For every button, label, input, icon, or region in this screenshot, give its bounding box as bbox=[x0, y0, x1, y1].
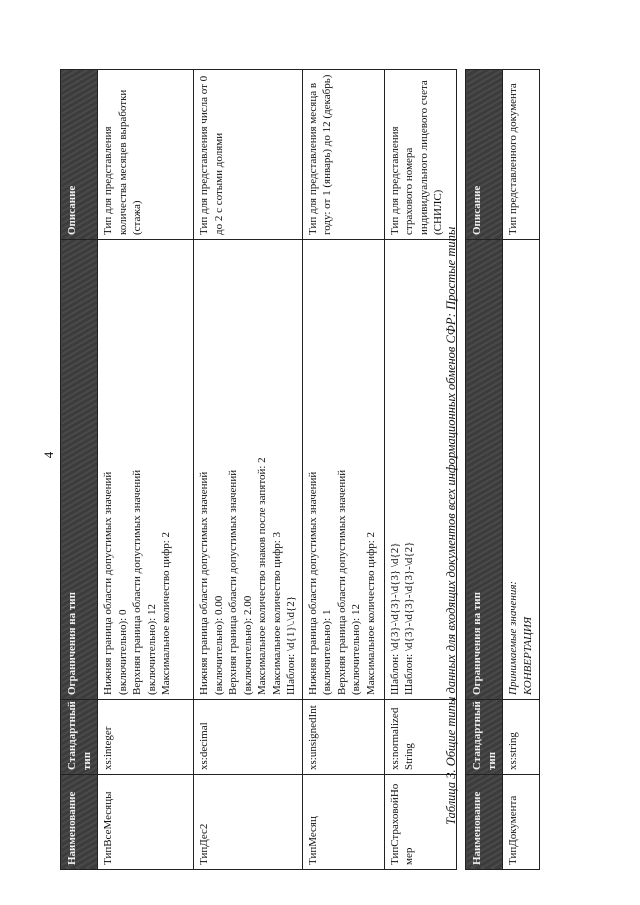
header-standard-type: Стандартный тип bbox=[61, 700, 98, 775]
page-number: 4 bbox=[41, 451, 56, 459]
restriction-line: Нижняя граница области допустимых значений bbox=[198, 471, 211, 695]
restriction-line: Нижняя граница области допустимых значений bbox=[102, 471, 115, 695]
cell-description: Тип для представления числа от 0 до 2 с сотыми долями bbox=[194, 70, 303, 240]
table3-caption: Таблица 3. Общие типы данных для входящих документов всех информационных обменов СФР: Простые типы bbox=[444, 226, 458, 825]
restriction-line: КОНВЕРТАЦИЯ bbox=[521, 616, 534, 695]
restriction-line: (включительно): 0.00 bbox=[212, 595, 225, 695]
cell-name: ТипДес2 bbox=[194, 775, 303, 870]
restriction-line: Верхняя граница области допустимых значений bbox=[227, 469, 240, 695]
cell-restrictions bbox=[302, 240, 384, 700]
restriction-line: Максимальное количество цифр: 2 bbox=[160, 532, 173, 695]
cell-name: ТипСтраховойНомер bbox=[384, 775, 456, 870]
header-name: Наименование bbox=[466, 775, 503, 870]
restriction-line: (включительно): 1 bbox=[321, 609, 334, 695]
cell-type: xs:unsignedInt bbox=[302, 700, 384, 775]
restriction-line: Верхняя граница области допустимых значений bbox=[131, 469, 144, 695]
restriction-line: (включительно): 0 bbox=[116, 609, 129, 695]
cell-description: Тип для представления количества месяцев выработки (стажа) bbox=[98, 70, 194, 240]
cell-restrictions bbox=[194, 240, 303, 700]
restriction-line: (включительно): 12 bbox=[350, 604, 363, 695]
table-row bbox=[302, 70, 384, 870]
cell-name: ТипДокумента bbox=[503, 775, 540, 870]
types-table bbox=[60, 69, 457, 870]
header-standard-type: Стандартный тип bbox=[466, 700, 503, 775]
header-name: Наименование bbox=[61, 775, 98, 870]
cell-restrictions bbox=[98, 240, 194, 700]
restriction-line: Принимаемые значения: bbox=[507, 580, 520, 695]
cell-type: xs:normalizedString bbox=[384, 700, 456, 775]
restriction-line: Шаблон: \d{1}\.\d{2} bbox=[285, 595, 298, 695]
cell-description: Тип для представления месяца в году: от 1 (январь) до 12 (декабрь) bbox=[302, 70, 384, 240]
restriction-line: Максимальное количество цифр: 2 bbox=[364, 532, 377, 695]
table-row bbox=[194, 70, 303, 870]
cell-name: ТипМесяц bbox=[302, 775, 384, 870]
restriction-line: (включительно): 12 bbox=[145, 604, 158, 695]
header-description: Описание bbox=[466, 70, 503, 240]
cell-restrictions bbox=[503, 240, 540, 700]
restriction-line: Верхняя граница области допустимых значений bbox=[335, 469, 348, 695]
table-row bbox=[503, 70, 540, 870]
header-restrictions: Ограничения на тип bbox=[61, 240, 98, 700]
simple-types-table bbox=[465, 69, 540, 870]
header-restrictions: Ограничения на тип bbox=[466, 240, 503, 700]
restriction-line: Максимальное количество знаков после запятой: 2 bbox=[256, 457, 269, 695]
restriction-line: (включительно): 2.00 bbox=[241, 595, 254, 695]
cell-type: xs:decimal bbox=[194, 700, 303, 775]
table-row bbox=[98, 70, 194, 870]
restriction-line: Нижняя граница области допустимых значений bbox=[306, 471, 319, 695]
cell-type: xs:integer bbox=[98, 700, 194, 775]
restriction-line: Шаблон: \d{3}-\d{3}-\d{3} \d{2} bbox=[388, 542, 401, 695]
cell-description: Тип представленного документа bbox=[503, 70, 540, 240]
cell-type: xs:string bbox=[503, 700, 540, 775]
header-description: Описание bbox=[61, 70, 98, 240]
cell-name: ТипВсеМесяцы bbox=[98, 775, 194, 870]
table-header-row bbox=[466, 70, 503, 870]
rotated-content bbox=[40, 30, 640, 870]
table-header-row bbox=[61, 70, 98, 870]
restriction-line: Максимальное количество цифр: 3 bbox=[270, 532, 283, 695]
restriction-line: Шаблон: \d{3}-\d{3}-\d{3}-\d{2} bbox=[403, 541, 416, 695]
cell-description: Тип для представления страхового номера индивидуального лицевого счета (СНИЛС) bbox=[384, 70, 456, 240]
